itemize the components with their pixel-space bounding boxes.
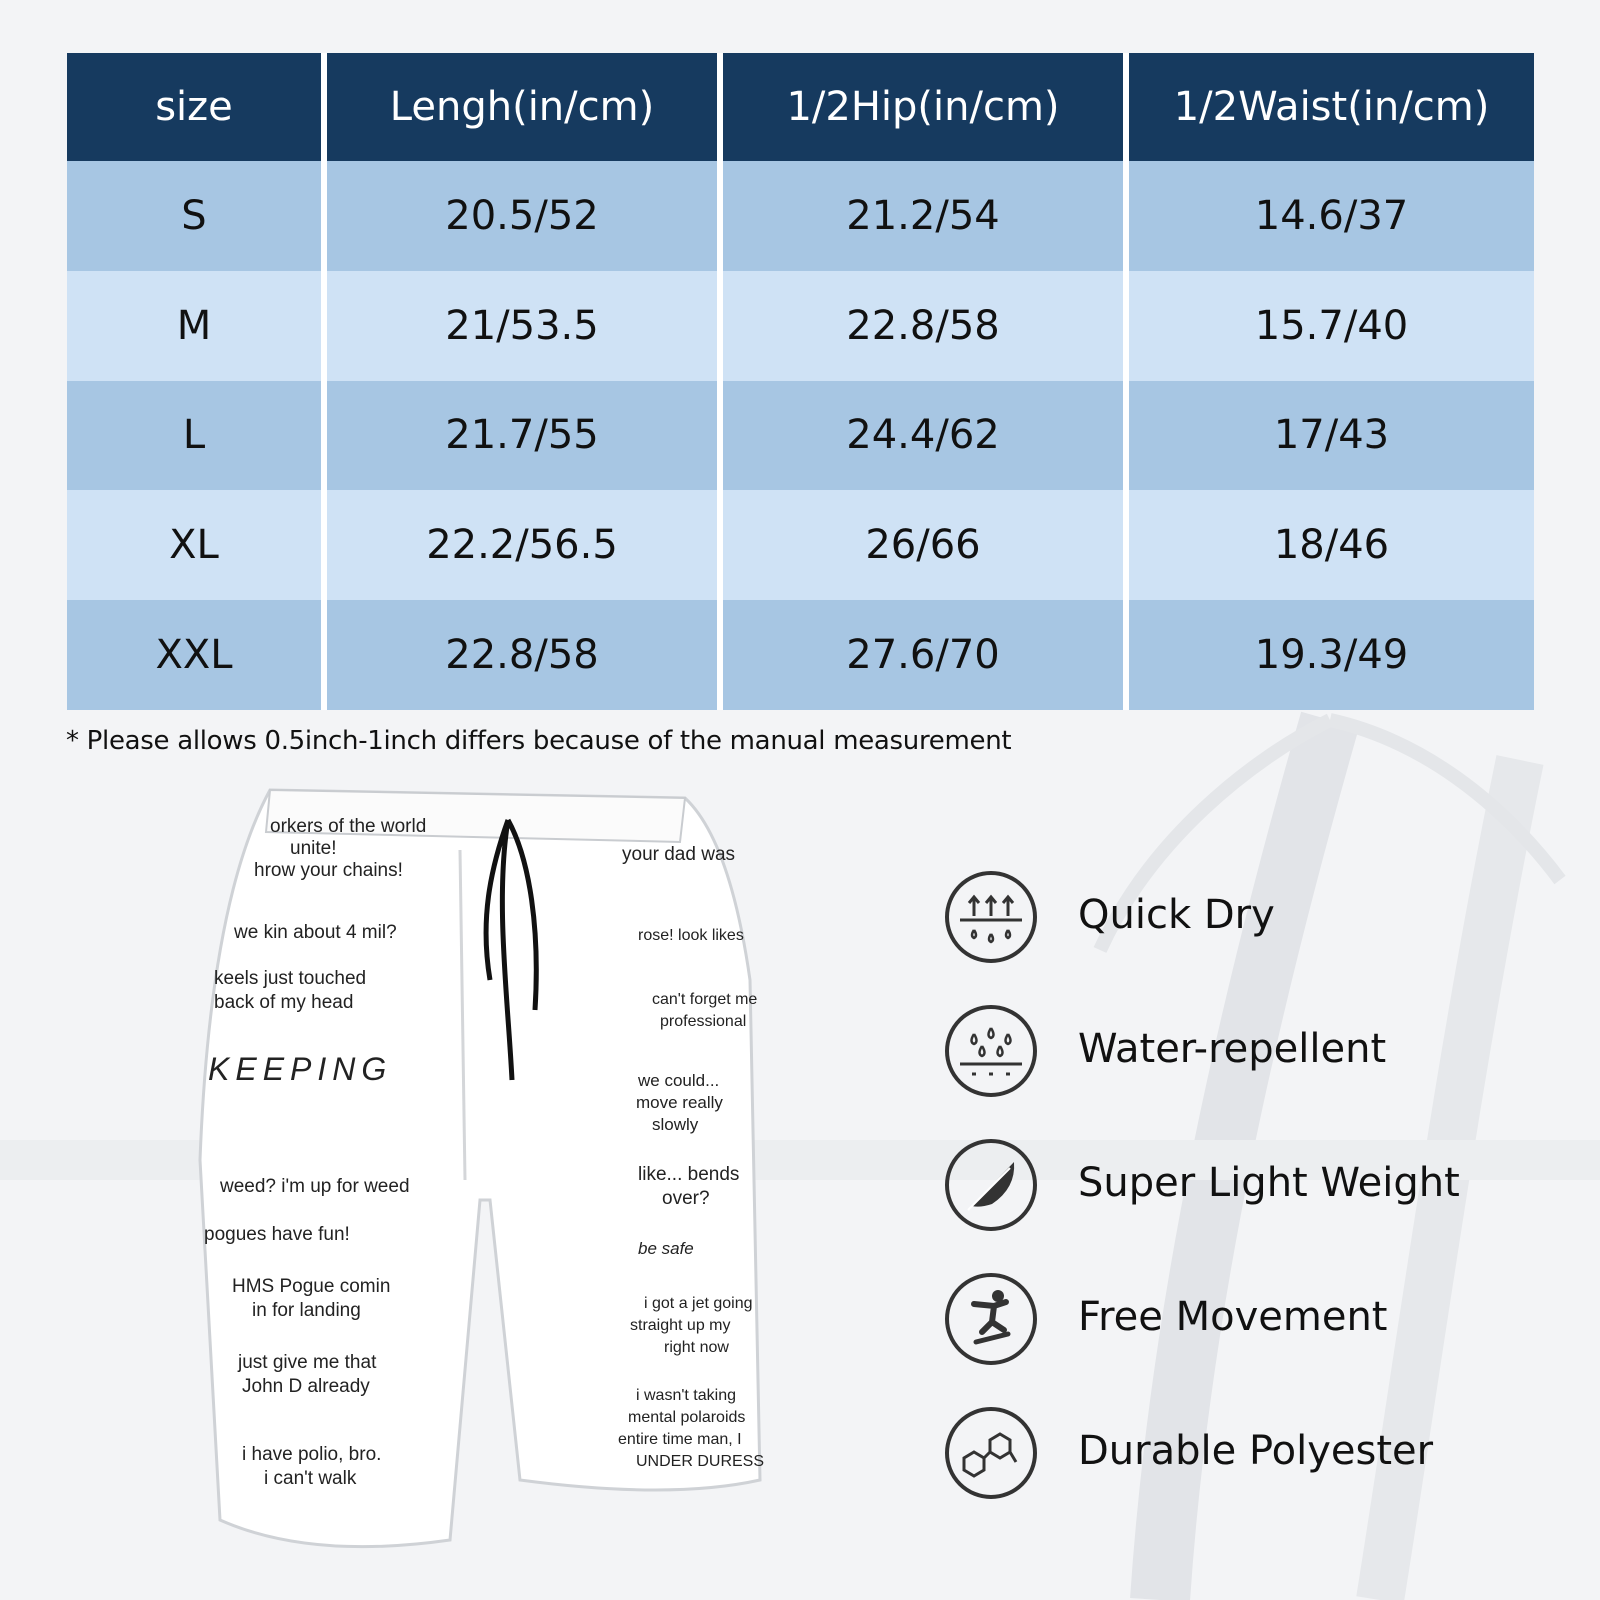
size-cell: XXL — [67, 600, 327, 710]
feature-label: Free Movement — [1078, 1294, 1388, 1340]
column-header: size — [67, 53, 327, 161]
length-cell: 20.5/52 — [327, 161, 723, 271]
hip-cell: 26/66 — [723, 490, 1129, 600]
print-text: we kin about 4 mil? — [234, 922, 397, 943]
print-text: weed? i'm up for weed — [220, 1176, 410, 1197]
feature-label: Super Light Weight — [1078, 1160, 1460, 1206]
feature-water-repellent — [944, 1004, 1564, 1104]
print-text: back of my head — [214, 992, 354, 1013]
table-row — [67, 490, 1534, 600]
print-text: can't forget me — [652, 991, 758, 1008]
print-text: move really — [636, 1093, 723, 1112]
size-cell: L — [67, 381, 327, 491]
feature-label: Durable Polyester — [1078, 1428, 1434, 1474]
print-text: straight up my — [630, 1317, 731, 1334]
hip-cell: 24.4/62 — [723, 381, 1129, 491]
print-text: be safe — [638, 1239, 694, 1258]
print-text: i wasn't taking — [636, 1387, 736, 1404]
waist-cell: 19.3/49 — [1129, 600, 1534, 710]
size-cell: S — [67, 161, 327, 271]
waist-cell: 15.7/40 — [1129, 271, 1534, 381]
print-text: just give me that — [238, 1352, 377, 1373]
print-text: i got a jet going — [644, 1295, 753, 1312]
table-header-row — [67, 53, 1534, 161]
feather-icon — [944, 1138, 1038, 1232]
print-text: KEEPING — [208, 1051, 393, 1087]
print-text: John D already — [242, 1376, 370, 1397]
print-text: slowly — [652, 1115, 699, 1134]
table-row — [67, 600, 1534, 710]
hip-cell: 21.2/54 — [723, 161, 1129, 271]
feature-quick-dry — [944, 870, 1564, 970]
quick-dry-icon — [944, 870, 1038, 964]
print-text: rose! look likes — [638, 927, 744, 944]
print-text: pogues have fun! — [204, 1224, 350, 1245]
length-cell: 22.2/56.5 — [327, 490, 723, 600]
print-text: right now — [664, 1339, 729, 1356]
print-text: UNDER DURESS — [636, 1453, 765, 1470]
print-text: keels just touched — [214, 968, 367, 989]
waist-cell: 17/43 — [1129, 381, 1534, 491]
table-row — [67, 271, 1534, 381]
feature-label: Water-repellent — [1078, 1026, 1387, 1072]
print-text: over? — [662, 1188, 710, 1209]
print-text: hrow your chains! — [254, 860, 403, 881]
polyester-molecule-icon — [944, 1406, 1038, 1500]
print-text: i have polio, bro. — [242, 1444, 382, 1465]
column-header: Lengh(in/cm) — [327, 53, 723, 161]
hip-cell: 22.8/58 — [723, 271, 1129, 381]
table-row — [67, 381, 1534, 491]
print-text: professional — [660, 1013, 747, 1030]
waist-cell: 18/46 — [1129, 490, 1534, 600]
length-cell: 21/53.5 — [327, 271, 723, 381]
measurement-note: * Please allows 0.5inch-1inch differs because of the manual measurement — [66, 726, 1012, 756]
print-text: your dad was — [622, 844, 736, 865]
print-text: we could... — [638, 1071, 720, 1090]
feature-label: Quick Dry — [1078, 892, 1275, 938]
size-chart-table — [67, 53, 1534, 710]
feature-free-movement — [944, 1272, 1564, 1372]
skater-icon — [944, 1272, 1038, 1366]
waist-cell: 14.6/37 — [1129, 161, 1534, 271]
hip-cell: 27.6/70 — [723, 600, 1129, 710]
print-text: orkers of the world — [270, 816, 427, 837]
water-repellent-icon — [944, 1004, 1038, 1098]
size-cell: M — [67, 271, 327, 381]
column-header: 1/2Hip(in/cm) — [723, 53, 1129, 161]
print-text: i can't walk — [264, 1468, 357, 1489]
table-row — [67, 161, 1534, 271]
shorts-product-image — [190, 780, 770, 1580]
print-text: mental polaroids — [628, 1409, 746, 1426]
print-text: entire time man, I — [618, 1431, 742, 1448]
column-header: 1/2Waist(in/cm) — [1129, 53, 1534, 161]
print-text: like... bends — [638, 1164, 740, 1185]
feature-durable-polyester — [944, 1406, 1564, 1506]
print-text: HMS Pogue comin — [232, 1276, 391, 1297]
size-cell: XL — [67, 490, 327, 600]
length-cell: 21.7/55 — [327, 381, 723, 491]
print-text: in for landing — [252, 1300, 361, 1321]
feature-light-weight — [944, 1138, 1564, 1238]
length-cell: 22.8/58 — [327, 600, 723, 710]
print-text: unite! — [290, 838, 337, 859]
